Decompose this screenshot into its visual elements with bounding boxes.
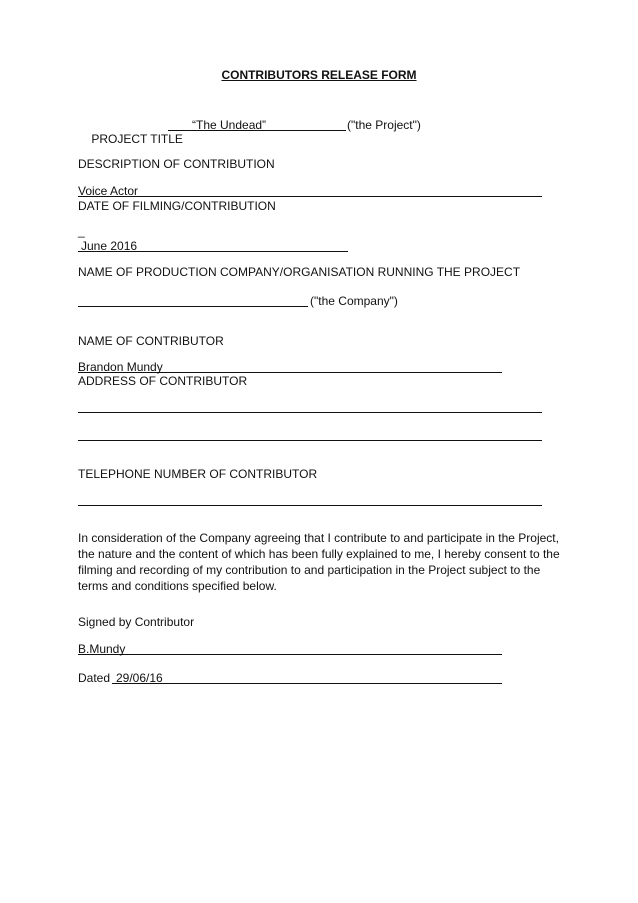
date-label: DATE OF FILMING/CONTRIBUTION (78, 199, 276, 213)
phone-underline (78, 505, 542, 506)
date-dash: _ (78, 224, 85, 238)
project-title-row (78, 118, 183, 160)
project-title-value: “The Undead” (192, 118, 267, 132)
phone-label: TELEPHONE NUMBER OF CONTRIBUTOR (78, 467, 318, 481)
description-value: Voice Actor (78, 184, 139, 198)
contributor-label: NAME OF CONTRIBUTOR (78, 334, 224, 348)
address-label: ADDRESS OF CONTRIBUTOR (78, 374, 248, 388)
project-title-label: PROJECT TITLE (91, 132, 183, 146)
address-line-1 (78, 412, 542, 413)
signature-underline (78, 654, 502, 655)
contributor-value: Brandon Mundy (78, 360, 163, 374)
company-label: NAME OF PRODUCTION COMPANY/ORGANISATION RUNNING THE PROJECT (78, 265, 521, 279)
address-line-2 (78, 440, 542, 441)
form-title: CONTRIBUTORS RELEASE FORM (221, 68, 417, 82)
dated-underline (112, 683, 502, 684)
dated-value: 29/06/16 (116, 671, 163, 685)
project-suffix: ("the Project") (347, 118, 421, 132)
company-underline (78, 306, 308, 307)
consent-paragraph: In consideration of the Company agreeing that I contribute to and participate in the Project, the nature and the content of which has been fully explained to me, I hereby consent to the filming and recording of my contribution to and participation in the Project subject to the terms and conditions specified below. (78, 531, 560, 593)
signature-value: B.Mundy (78, 642, 126, 656)
signed-label: Signed by Contributor (78, 615, 195, 629)
date-value: June 2016 (81, 239, 138, 253)
description-label: DESCRIPTION OF CONTRIBUTION (78, 157, 275, 171)
dated-label: Dated (78, 671, 111, 685)
company-suffix: ("the Company") (310, 294, 398, 308)
description-underline (78, 196, 542, 197)
